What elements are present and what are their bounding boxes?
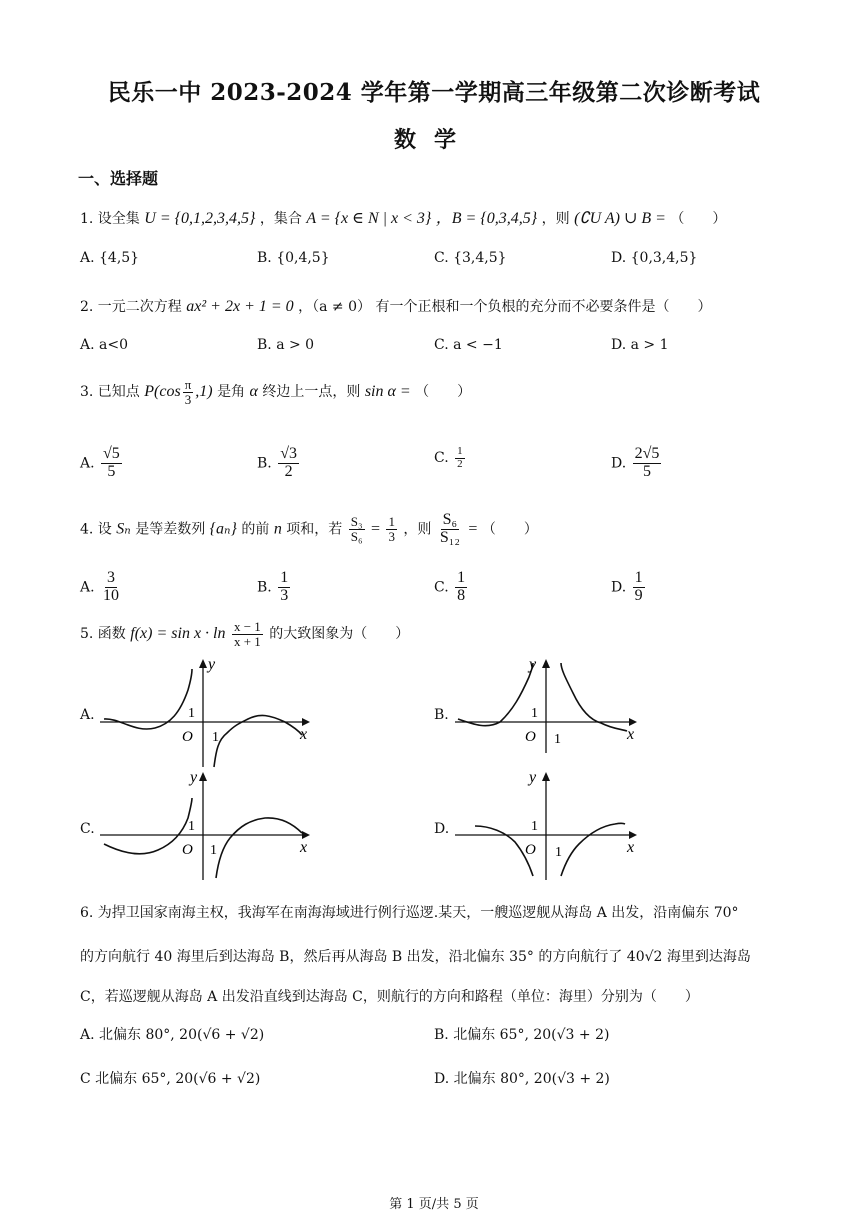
graph-b-origin: O — [525, 729, 536, 745]
q2-option-d: D. a > 1 — [611, 337, 669, 353]
exam-title: 民乐一中 2023-2024 学年第一学期高三年级第二次诊断考试 — [107, 79, 761, 106]
q1-option-a: A. {4,5} — [80, 250, 140, 266]
graph-b-x-label: x — [627, 726, 635, 743]
graph-d-y-label: y — [529, 769, 537, 786]
question-6-line-2: 的方向航行 40 海里后到达海岛 B，然后再从海岛 B 出发，沿北偏东 35° 的方向航行了 40√2 海里到达海岛 — [80, 949, 751, 965]
graph-a-origin: O — [182, 729, 193, 745]
section-heading: 一、选择题 — [78, 169, 159, 188]
graph-c-x-tick: 1 — [210, 843, 217, 858]
graph-b — [455, 655, 655, 755]
q1-option-c: C. {3,4,5} — [434, 250, 507, 266]
q6-option-a: A. 北偏东 80°, 20(√6 + √2) — [80, 1027, 265, 1043]
graph-c — [100, 768, 320, 883]
graph-c-y-label: y — [190, 769, 198, 786]
graph-c-origin: O — [182, 842, 193, 858]
graph-d-label: D. — [434, 821, 450, 837]
q2-option-a: A. a<0 — [80, 337, 128, 353]
graph-d-origin: O — [525, 842, 536, 858]
q4-option-c: C. $\frac{1}{8}$ — [434, 569, 466, 604]
question-6-line-1: 6. 为捍卫国家南海主权，我海军在南海海域进行例行巡逻.某天，一艘巡逻舰从海岛 A 出发，沿南偏东 70° — [80, 905, 739, 921]
graph-a-y-tick: 1 — [188, 706, 195, 721]
graph-a-x-tick: 1 — [212, 730, 219, 745]
question-5-stem: 5. 函数 f(x) = sin x · ln $\frac{x - 1}{x + 1}$ 的大致图象为（ ） — [80, 619, 410, 649]
graph-a — [100, 655, 320, 770]
question-2-stem: 2. 一元二次方程 ax² + 2x + 1 = 0 ，（a ≠ 0） 有一个正根和一个负根的充分而不必要条件是（ ） — [80, 298, 712, 315]
graph-d — [455, 768, 655, 883]
graph-c-x-label: x — [300, 839, 308, 856]
graph-b-label: B. — [434, 707, 449, 723]
graph-d-y-tick: 1 — [531, 819, 538, 834]
q3-option-a: A. $\frac{√5}{5}$ — [80, 445, 120, 480]
graph-b-y-tick: 1 — [531, 706, 538, 721]
graph-d-x-label: x — [627, 839, 635, 856]
q6-option-d: D. 北偏东 80°, 20(√3 + 2) — [434, 1071, 610, 1087]
graph-a-y-label: y — [208, 656, 216, 673]
q2-option-c: C. a < −1 — [434, 337, 503, 353]
q6-option-c: C 北偏东 65°, 20(√6 + √2) — [80, 1071, 261, 1087]
graph-c-y-tick: 1 — [188, 819, 195, 834]
q4-option-a: A. $\frac{3}{10}$ — [80, 569, 120, 604]
q4-option-d: D. $\frac{1}{9}$ — [611, 569, 643, 604]
graph-a-label: A. — [80, 707, 95, 723]
graph-a-x-label: x — [300, 726, 308, 743]
graph-b-y-label: y — [529, 656, 537, 673]
question-6-line-3: C，若巡逻舰从海岛 A 出发沿直线到达海岛 C，则航行的方向和路程（单位：海里）分别为（ ） — [80, 989, 699, 1005]
question-4-stem: 4. 设 Sₙ 是等差数列 {aₙ} 的前 n 项和，若 $\frac{\text{S₃}}{\text{S₆}}$ = $\frac{1}{3}$ ，则 $\frac{\text{S₆}}{\text{S₁₂}}$ = （ ） — [80, 511, 538, 546]
graph-b-x-tick: 1 — [554, 732, 561, 747]
q4-option-b: B. $\frac{1}{3}$ — [257, 569, 289, 604]
q3-option-b: B. $\frac{√3}{2}$ — [257, 445, 297, 480]
q3-option-c: C. $\frac{1}{2}$ — [434, 445, 463, 470]
subject-title: 数学 — [393, 127, 474, 153]
q1-option-d: D. {0,3,4,5} — [611, 250, 698, 266]
page-footer: 第 1 页/共 5 页 — [389, 1197, 479, 1212]
q6-option-b: B. 北偏东 65°, 20(√3 + 2) — [434, 1027, 610, 1043]
graph-c-label: C. — [80, 821, 95, 837]
graph-d-x-tick: 1 — [555, 845, 562, 860]
q1-option-b: B. {0,4,5} — [257, 250, 330, 266]
q3-option-d: D. $\frac{2√5}{5}$ — [611, 445, 660, 480]
q2-option-b: B. a > 0 — [257, 337, 315, 353]
question-3-stem: 3. 已知点 P(cos $\frac{\pi}{3}$ ,1) 是角 α 终边上一点，则 sin α = （ ） — [80, 377, 472, 407]
question-1-stem: 1. 设全集 U = {0,1,2,3,4,5} ，集合 A = {x ∈ N | x < 3} ，B = {0,3,4,5} ，则 (∁U A) ∪ B = （ ） — [80, 210, 727, 227]
